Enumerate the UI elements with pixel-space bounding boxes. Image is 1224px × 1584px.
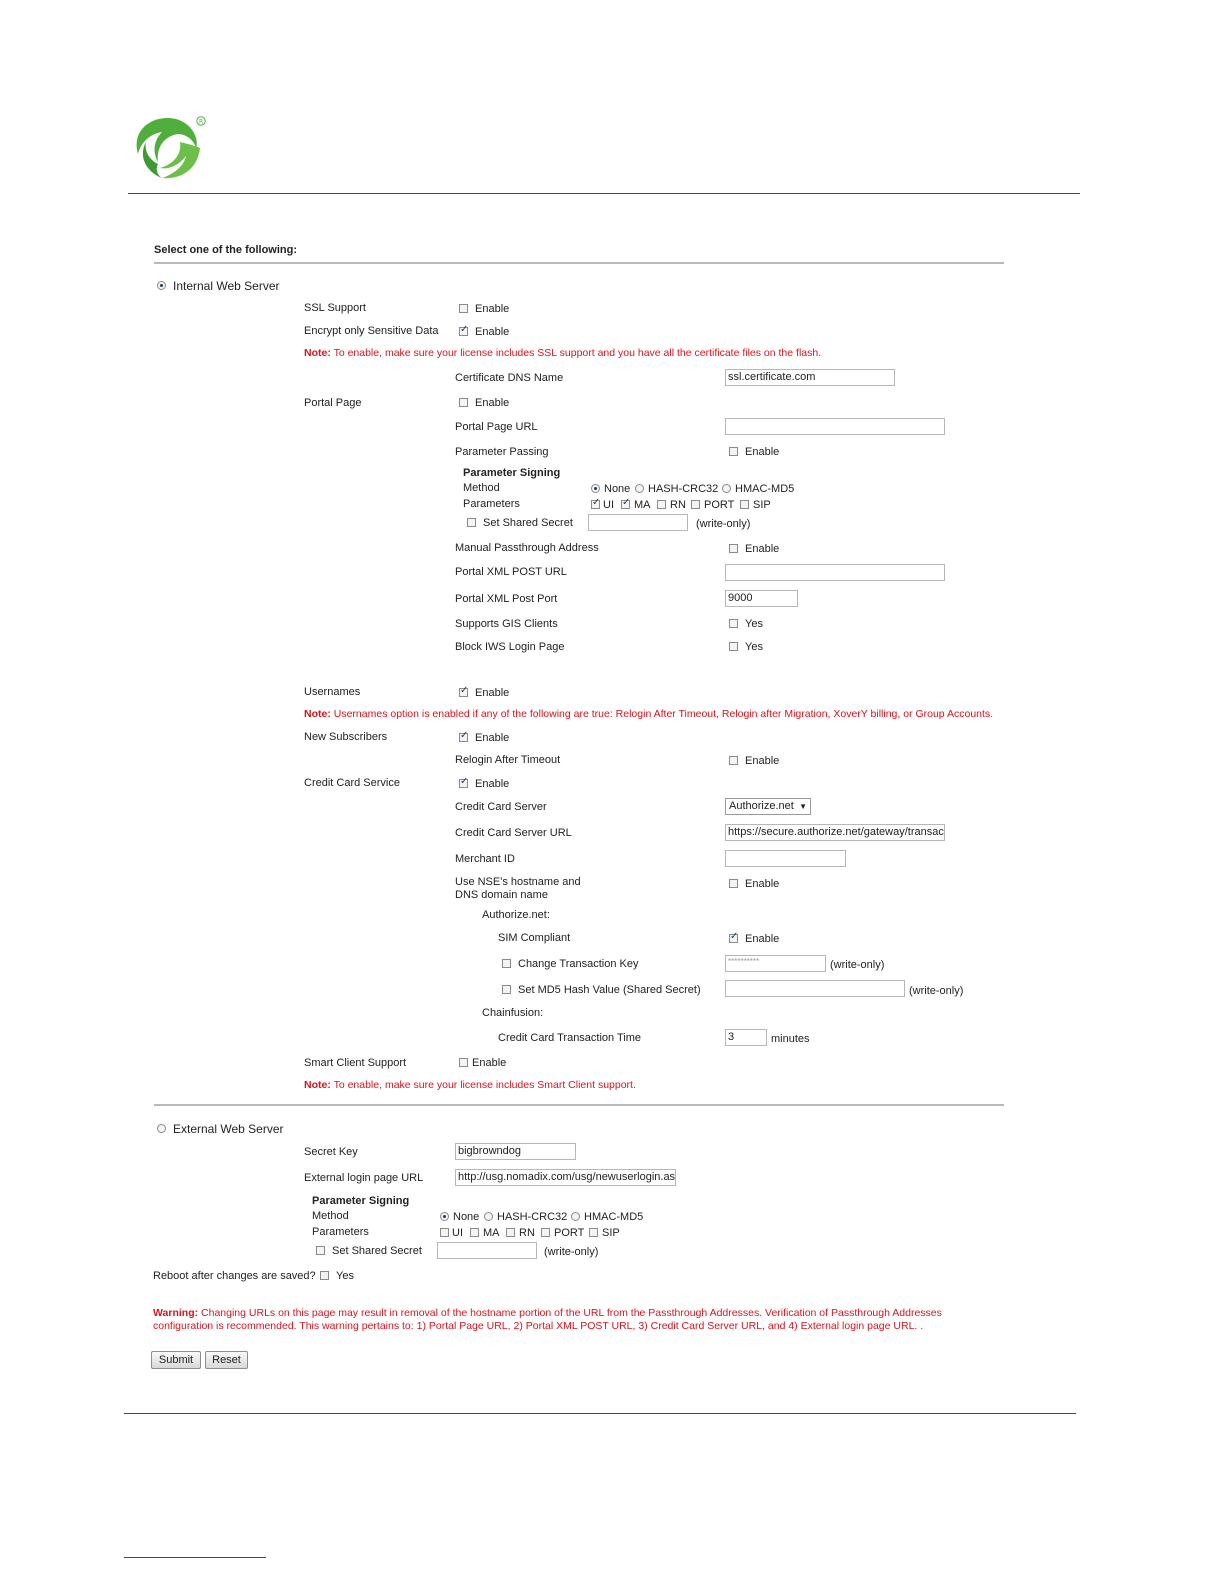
encrypt-sensitive-option: Enable xyxy=(475,326,510,338)
ext-secret-label: Set Shared Secret xyxy=(332,1245,422,1257)
use-nse-checkbox[interactable] xyxy=(729,879,738,888)
usernames-checkbox[interactable] xyxy=(459,688,468,697)
portal-page-option: Enable xyxy=(475,397,510,409)
int-method-none-radio[interactable] xyxy=(591,484,600,493)
ssl-note-prefix: Note: xyxy=(304,347,331,359)
relogin-option: Enable xyxy=(745,755,780,767)
cc-time-unit: minutes xyxy=(771,1033,810,1045)
portal-page-checkbox[interactable] xyxy=(459,398,468,407)
cc-service-checkbox[interactable] xyxy=(459,779,468,788)
reboot-label: Reboot after changes are saved? xyxy=(153,1270,316,1282)
ext-signing-title: Parameter Signing xyxy=(312,1195,410,1207)
ext-method-crc32-radio[interactable] xyxy=(484,1212,493,1221)
smart-client-note xyxy=(304,1079,636,1091)
login-url-input[interactable]: http://usg.nomadix.com/usg/newuserlogin.as xyxy=(455,1169,676,1186)
submit-button[interactable]: Submit xyxy=(151,1351,201,1369)
cert-dns-label: Certificate DNS Name xyxy=(455,372,564,384)
ext-method-label: Method xyxy=(312,1210,349,1222)
ext-param-ui-label: UI xyxy=(452,1227,463,1239)
int-param-ma-label: MA xyxy=(634,499,651,511)
svg-text:R: R xyxy=(199,118,204,126)
merchant-input[interactable] xyxy=(725,850,846,867)
portal-page-label: Portal Page xyxy=(304,397,362,409)
int-secret-input[interactable] xyxy=(588,514,688,531)
ext-method-crc32-label: HASH-CRC32 xyxy=(497,1211,568,1223)
ext-param-ma-label: MA xyxy=(483,1227,500,1239)
cert-dns-input[interactable]: ssl.certificate.com xyxy=(725,369,895,386)
int-param-ma-checkbox[interactable] xyxy=(621,500,630,509)
usernames-note-prefix: Note: xyxy=(304,708,331,720)
usernames-label: Usernames xyxy=(304,686,361,698)
change-key-write-only: (write-only) xyxy=(830,959,885,971)
ssl-support-label: SSL Support xyxy=(304,302,366,314)
int-param-port-label: PORT xyxy=(704,499,735,511)
ssl-note-text: To enable, make sure your license includes SSL support and you have all the certificate files on the flash. xyxy=(330,347,822,359)
ext-param-rn-label: RN xyxy=(519,1227,535,1239)
int-method-md5-radio[interactable] xyxy=(722,484,731,493)
change-key-input[interactable]: ********** xyxy=(725,955,826,972)
change-key-checkbox[interactable] xyxy=(502,959,511,968)
smart-client-note-prefix: Note: xyxy=(304,1079,331,1091)
portal-url-input[interactable] xyxy=(725,418,945,435)
int-method-crc32-label: HASH-CRC32 xyxy=(648,483,719,495)
smart-client-option: Enable xyxy=(472,1057,507,1069)
encrypt-sensitive-checkbox[interactable] xyxy=(459,327,468,336)
section-divider-top xyxy=(154,262,1004,264)
ext-method-none-radio[interactable] xyxy=(440,1212,449,1221)
int-param-ui-checkbox[interactable] xyxy=(591,500,600,509)
int-method-label: Method xyxy=(463,482,500,494)
sim-label: SIM Compliant xyxy=(498,932,571,944)
param-passing-checkbox[interactable] xyxy=(729,447,738,456)
use-nse-option: Enable xyxy=(745,878,780,890)
cc-server-label: Credit Card Server xyxy=(455,801,547,813)
smart-client-checkbox[interactable] xyxy=(459,1058,468,1067)
encrypt-sensitive-label: Encrypt only Sensitive Data xyxy=(304,325,439,337)
gis-option: Yes xyxy=(745,618,763,630)
int-method-md5-label: HMAC-MD5 xyxy=(735,483,795,495)
int-param-rn-checkbox[interactable] xyxy=(657,500,666,509)
block-iws-label: Block IWS Login Page xyxy=(455,641,565,653)
ext-secret-write-only: (write-only) xyxy=(544,1246,599,1258)
smart-client-label: Smart Client Support xyxy=(304,1057,407,1069)
login-url-label: External login page URL xyxy=(304,1172,424,1184)
section-divider-middle xyxy=(154,1104,1004,1106)
ssl-note xyxy=(304,347,821,359)
gis-label: Supports GIS Clients xyxy=(455,618,558,630)
header-divider xyxy=(128,193,1080,194)
manual-pass-label: Manual Passthrough Address xyxy=(455,542,599,554)
usernames-note xyxy=(304,708,993,720)
cc-service-label: Credit Card Service xyxy=(304,777,400,789)
internal-server-label: Internal Web Server xyxy=(173,279,280,293)
ssl-support-checkbox[interactable] xyxy=(459,304,468,313)
md5-write-only: (write-only) xyxy=(909,985,964,997)
sim-checkbox[interactable] xyxy=(729,934,738,943)
smart-client-note-text: To enable, make sure your license includes Smart Client support. xyxy=(330,1079,636,1091)
new-subs-label: New Subscribers xyxy=(304,731,388,743)
ext-param-port-label: PORT xyxy=(554,1227,585,1239)
int-secret-write-only: (write-only) xyxy=(696,518,751,530)
external-server-label: External Web Server xyxy=(173,1122,284,1136)
int-signing-title: Parameter Signing xyxy=(463,467,561,479)
cc-server-select[interactable] xyxy=(725,798,811,815)
new-subs-checkbox[interactable] xyxy=(459,733,468,742)
ext-param-sip-label: SIP xyxy=(602,1227,620,1239)
cc-url-label: Credit Card Server URL xyxy=(455,827,572,839)
change-key-label: Change Transaction Key xyxy=(518,958,639,970)
reset-button[interactable]: Reset xyxy=(205,1351,248,1369)
md5-checkbox[interactable] xyxy=(502,985,511,994)
ext-secret-input[interactable] xyxy=(437,1242,537,1259)
footer-divider xyxy=(124,1413,1076,1414)
chevron-down-icon: ▼ xyxy=(799,802,807,811)
relogin-label: Relogin After Timeout xyxy=(455,754,561,766)
manual-pass-checkbox[interactable] xyxy=(729,544,738,553)
footnote-rule xyxy=(124,1557,266,1558)
chainfusion-heading: Chainfusion: xyxy=(482,1007,544,1019)
ext-param-rn-checkbox[interactable] xyxy=(506,1228,515,1237)
ext-param-port-checkbox[interactable] xyxy=(541,1228,550,1237)
int-param-ui-label: UI xyxy=(603,499,614,511)
md5-input[interactable] xyxy=(725,980,905,997)
usernames-option: Enable xyxy=(475,687,510,699)
ext-param-sip-checkbox[interactable] xyxy=(589,1228,598,1237)
cc-time-label: Credit Card Transaction Time xyxy=(498,1032,642,1044)
logo-icon xyxy=(128,112,212,184)
gis-checkbox[interactable] xyxy=(729,619,738,628)
ssl-support-option: Enable xyxy=(475,303,510,315)
ext-method-none-label: None xyxy=(453,1211,480,1223)
cc-time-input[interactable]: 3 xyxy=(725,1029,767,1046)
param-passing-label: Parameter Passing xyxy=(455,446,549,458)
manual-pass-option: Enable xyxy=(745,543,780,555)
cc-service-option: Enable xyxy=(475,778,510,790)
xml-port-input[interactable]: 9000 xyxy=(725,590,798,607)
ext-method-md5-label: HMAC-MD5 xyxy=(584,1211,644,1223)
int-param-sip-checkbox[interactable] xyxy=(740,500,749,509)
intro-heading: Select one of the following: xyxy=(154,244,297,256)
warning-line1 xyxy=(153,1307,942,1319)
merchant-label: Merchant ID xyxy=(455,853,515,865)
reboot-option: Yes xyxy=(336,1270,354,1282)
authorize-net-heading: Authorize.net: xyxy=(482,909,550,921)
relogin-checkbox[interactable] xyxy=(729,756,738,765)
ext-params-label: Parameters xyxy=(312,1226,369,1238)
usernames-note-text: Usernames option is enabled if any of the following are true: Relogin After Timeout, Relogin after Migration, XoverY billing, or Group Accounts. xyxy=(330,708,994,720)
cc-url-input[interactable]: https://secure.authorize.net/gateway/transac xyxy=(725,824,945,841)
param-passing-option: Enable xyxy=(745,446,780,458)
int-param-port-checkbox[interactable] xyxy=(691,500,700,509)
int-param-sip-label: SIP xyxy=(753,499,771,511)
int-params-label: Parameters xyxy=(463,498,520,510)
external-server-radio[interactable] xyxy=(157,1124,166,1133)
secret-key-input[interactable]: bigbrowndog xyxy=(455,1143,576,1160)
xml-port-label: Portal XML Post Port xyxy=(455,593,558,605)
ext-secret-checkbox[interactable] xyxy=(316,1246,325,1255)
int-secret-checkbox[interactable] xyxy=(467,518,476,527)
int-secret-label: Set Shared Secret xyxy=(483,517,573,529)
md5-label: Set MD5 Hash Value (Shared Secret) xyxy=(518,984,701,996)
ext-method-md5-radio[interactable] xyxy=(571,1212,580,1221)
warning-prefix: Warning: xyxy=(153,1307,199,1319)
sim-option: Enable xyxy=(745,933,780,945)
ext-param-ma-checkbox[interactable] xyxy=(470,1228,479,1237)
int-method-none-label: None xyxy=(604,483,631,495)
new-subs-option: Enable xyxy=(475,732,510,744)
reboot-checkbox[interactable] xyxy=(320,1271,329,1280)
internal-server-radio[interactable] xyxy=(157,281,166,290)
block-iws-option: Yes xyxy=(745,641,763,653)
warning-text-1: Changing URLs on this page may result in removal of the hostname portion of the URL from the Passthrough Addresses. Verification of Passthrough Addresses xyxy=(198,1307,942,1319)
xml-url-label: Portal XML POST URL xyxy=(455,566,567,578)
portal-url-label: Portal Page URL xyxy=(455,421,538,433)
int-param-rn-label: RN xyxy=(670,499,686,511)
use-nse-label-line2: DNS domain name xyxy=(455,889,548,901)
xml-url-input[interactable] xyxy=(725,564,945,581)
use-nse-label-line1: Use NSE's hostname and xyxy=(455,876,581,888)
cc-server-value: Authorize.net xyxy=(729,800,794,812)
ext-param-ui-checkbox[interactable] xyxy=(440,1228,449,1237)
int-method-crc32-radio[interactable] xyxy=(635,484,644,493)
block-iws-checkbox[interactable] xyxy=(729,642,738,651)
warning-line2: configuration is recommended. This warning pertains to: 1) Portal Page URL, 2) Portal XML POST URL, 3) Credit Card Server URL, and 4) External login page URL. . xyxy=(153,1320,924,1332)
secret-key-label: Secret Key xyxy=(304,1146,358,1158)
